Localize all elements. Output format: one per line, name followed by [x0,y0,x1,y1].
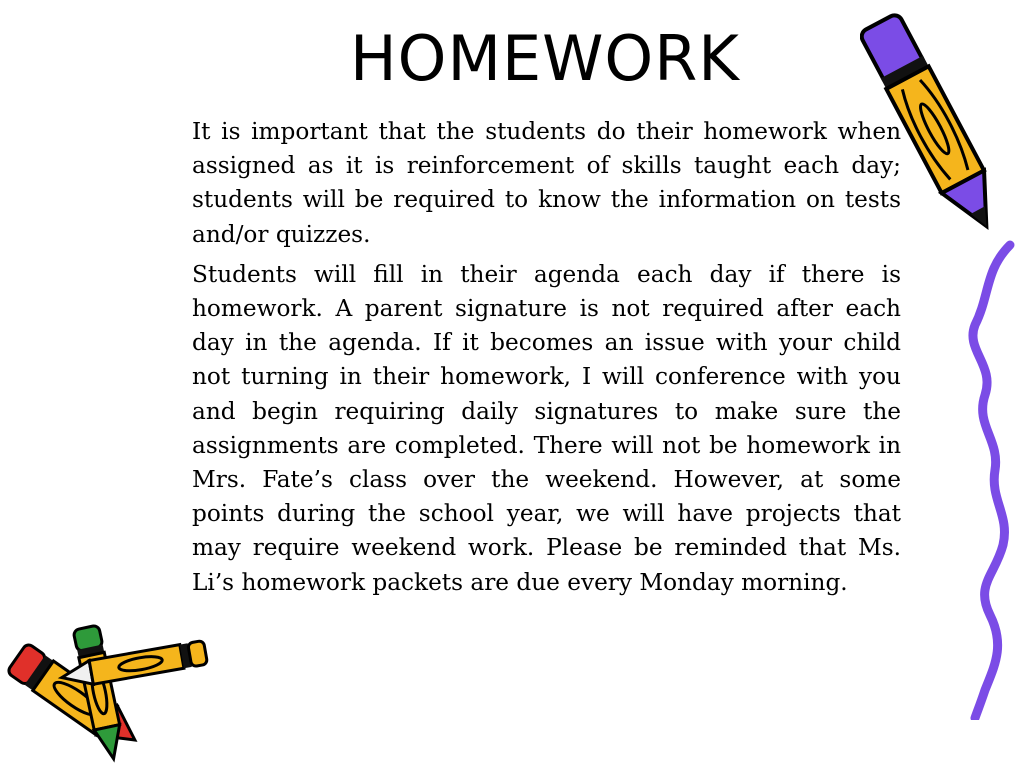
paragraph-agenda-policy: Students will fill in their agenda each day if there is homework. A parent signature is not required after each day in the agenda. If it becomes an issue with your child not turning in their homework, I will conference with you and begin requiring daily signatures to make sure the assignments are completed. There will not be homework in Mrs. Fate’s class over the weekend. However, at some points during the school year, we will have projects that may require weekend work. Please be reminded that Ms. Li’s homework packets are due every Monday morning. [192,260,901,596]
squiggle-line [955,240,1024,720]
slide-body [192,115,901,600]
pencil-icon [860,0,1000,245]
paragraph-homework-importance: It is important that the students do their homework when assigned as it is reinforcement of skills taught each day; students will be required to know the information on tests and/or quizzes. [192,118,901,248]
pencil-cluster [0,620,210,768]
slide-title: HOMEWORK [350,22,740,95]
